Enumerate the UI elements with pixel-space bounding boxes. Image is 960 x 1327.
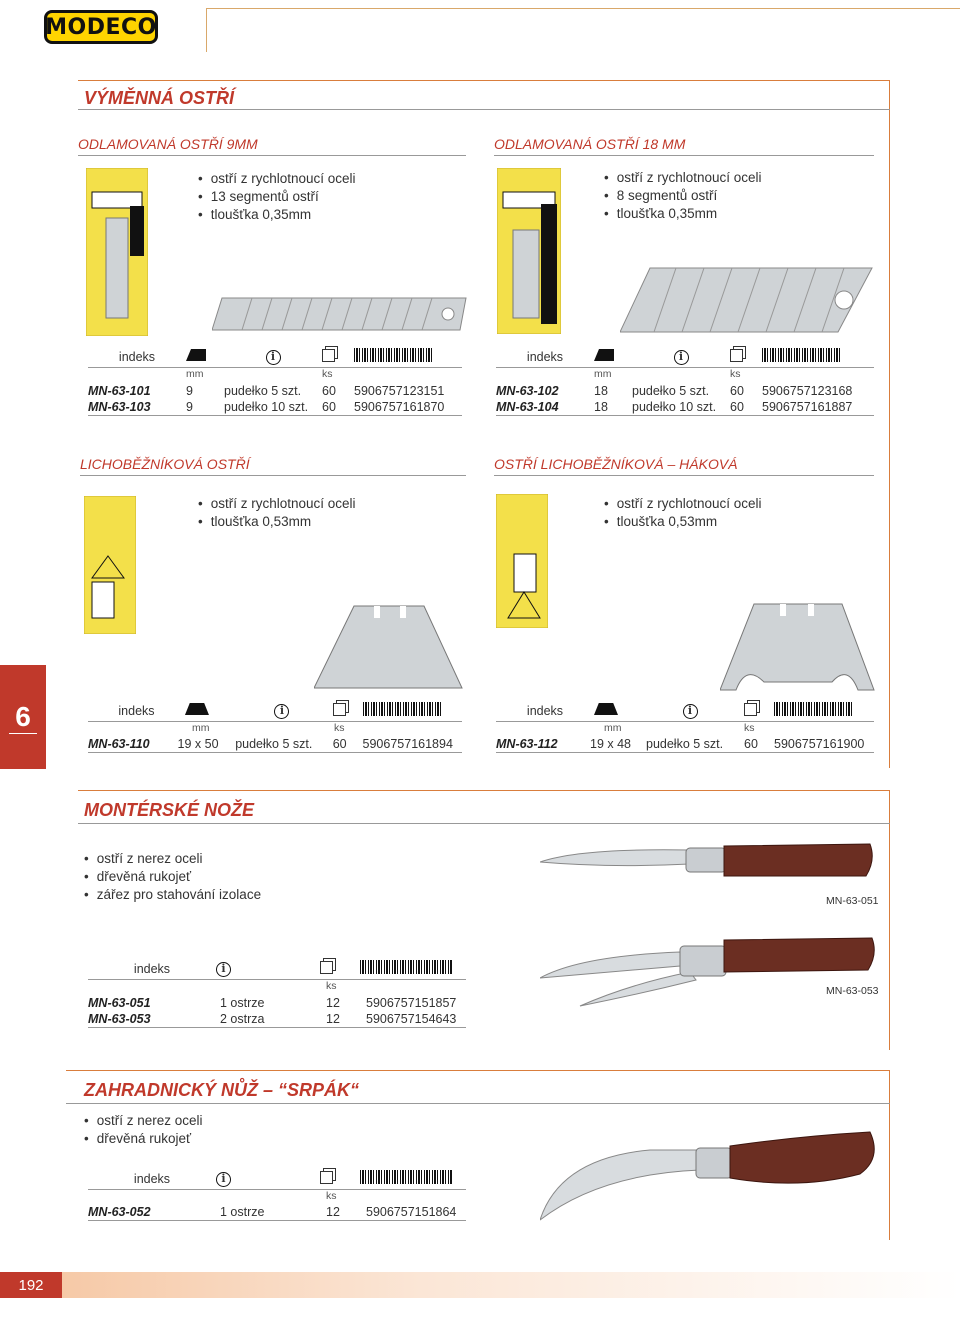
box-icon: [320, 961, 360, 977]
product-table-hook: [496, 700, 874, 753]
cell-blades: 1 ostrze: [220, 1205, 265, 1219]
cell-code: MN-63-103: [88, 400, 151, 414]
bullet-item: • tloušťka 0,53mm: [604, 513, 762, 531]
table-units: [88, 980, 466, 994]
page-number: 192: [0, 1272, 62, 1298]
cell-mm: 18: [594, 383, 608, 398]
cell-ks: 12: [326, 995, 340, 1010]
cell-blades: 2 ostrza: [220, 1012, 265, 1026]
box-icon: [744, 703, 774, 719]
table-units: [496, 722, 874, 736]
cell-ean: 5906757123151: [354, 383, 445, 398]
cell-ks: 60: [322, 400, 336, 414]
cell-code: MN-63-053: [88, 1012, 151, 1026]
section-title-fitter-knives: MONTÉRSKÉ NOŽE: [84, 800, 255, 820]
product-image-18mm-pack: [497, 168, 561, 334]
table-units: [88, 1190, 466, 1204]
table-units: [88, 368, 462, 382]
bullet-item: • tloušťka 0,35mm: [604, 205, 762, 223]
trapezoid-size-icon: [594, 703, 636, 718]
product-image-trapezoid-blade: [314, 604, 464, 690]
cell-ean: 5906757161900: [774, 737, 865, 751]
col-header-indeks: indeks: [118, 349, 156, 364]
bullet-item: • ostří z nerez oceli: [84, 850, 261, 868]
box-icon: [730, 349, 762, 365]
table-header: [88, 700, 462, 722]
product-image-garden-knife: [540, 1128, 880, 1224]
bullet-item: • dřevěná rukojeť: [84, 1130, 203, 1148]
product-table-garden-knife: [88, 1168, 466, 1221]
knife-label-051: MN-63-051: [826, 895, 879, 907]
unit-ks: ks: [322, 368, 333, 380]
table-row: [88, 1011, 466, 1028]
cell-mm: 18: [594, 400, 608, 414]
info-icon: i: [632, 349, 730, 365]
col-header-indeks: indeks: [526, 349, 564, 364]
table-row: [88, 399, 462, 416]
product-image-9mm-blade: [212, 296, 468, 332]
box-icon: [320, 1171, 360, 1187]
cell-ean: 5906757154643: [366, 1012, 457, 1026]
table-header: [496, 700, 874, 722]
product-table-18mm: [496, 346, 874, 416]
cell-code: MN-63-101: [88, 383, 151, 398]
barcode-icon: [354, 348, 454, 365]
unit-ks: ks: [744, 722, 755, 734]
blade-width-icon: [594, 349, 632, 364]
cell-pack: pudełko 5 szt.: [646, 737, 724, 751]
box-icon: [333, 703, 363, 719]
blade-width-icon: [186, 349, 224, 364]
barcode-icon: [363, 702, 462, 719]
product-image-knife-051: [540, 842, 876, 888]
block-title-trapezoid: LICHOBĚŽNÍKOVÁ OSTŘÍ: [80, 456, 466, 476]
brand-logo: MODECO: [44, 10, 158, 44]
cell-pack: pudełko 5 szt.: [235, 737, 313, 751]
unit-ks: ks: [730, 368, 741, 380]
cell-code: MN-63-112: [496, 737, 558, 751]
cell-ean: 5906757151857: [366, 995, 457, 1010]
cell-code: MN-63-110: [88, 737, 150, 751]
bullet-item: • ostří z rychlotnoucí oceli: [604, 169, 762, 187]
cell-ean: 5906757161894: [362, 737, 453, 751]
info-icon: i: [636, 703, 744, 719]
section-title-garden-knife: ZAHRADNICKÝ NŮŽ – “SRPÁK“: [84, 1080, 360, 1100]
cell-mm: 9: [186, 383, 193, 398]
info-icon: i: [216, 961, 320, 977]
bullet-item: • 8 segmentů ostří: [604, 187, 762, 205]
bullet-list-9mm: [198, 170, 356, 224]
table-row: [496, 736, 874, 753]
info-icon: i: [224, 349, 322, 365]
bullet-list-fitter-knives: [84, 850, 261, 904]
cell-ks: 60: [322, 383, 336, 398]
col-header-indeks: indeks: [133, 1171, 171, 1186]
bullet-item: • ostří z rychlotnoucí oceli: [604, 495, 762, 513]
cell-ean: 5906757151864: [366, 1205, 457, 1219]
info-icon: i: [216, 1171, 320, 1187]
cell-ks: 60: [730, 383, 744, 398]
table-header: [88, 1168, 466, 1190]
bullet-list-hook: [604, 495, 762, 531]
cell-mm: 9: [186, 400, 193, 414]
col-header-indeks: indeks: [133, 961, 171, 976]
chapter-tab: [0, 665, 46, 769]
table-header: [88, 958, 466, 980]
product-table-trapezoid: [88, 700, 462, 753]
unit-ks: ks: [326, 1190, 337, 1202]
table-header: [88, 346, 462, 368]
trapezoid-size-icon: [185, 703, 231, 718]
cell-code: MN-63-104: [496, 400, 559, 414]
unit-mm: mm: [594, 368, 612, 380]
barcode-icon: [360, 960, 460, 977]
cell-code: MN-63-052: [88, 1205, 151, 1219]
barcode-icon: [360, 1170, 460, 1187]
block-title-18mm: ODLAMOVANÁ OSTŘÍ 18 MM: [494, 136, 874, 156]
table-row: [88, 994, 466, 1011]
chapter-number: 6: [9, 701, 37, 734]
block-title-hook: OSTŘÍ LICHOBĚŽNÍKOVÁ – HÁKOVÁ: [494, 456, 874, 476]
unit-ks: ks: [326, 980, 337, 992]
knife-label-053: MN-63-053: [826, 985, 879, 997]
barcode-icon: [762, 348, 862, 365]
cell-ks: 60: [332, 737, 347, 751]
product-image-hook-pack: [496, 494, 548, 628]
info-icon: i: [230, 703, 333, 719]
table-units: [88, 722, 462, 736]
barcode-icon: [774, 702, 874, 719]
col-header-indeks: indeks: [526, 703, 564, 718]
cell-ean: 5906757123168: [762, 383, 853, 398]
product-image-18mm-blade: [620, 266, 874, 334]
bullet-item: • 13 segmentů ostří: [198, 188, 356, 206]
cell-code: MN-63-102: [496, 383, 559, 398]
cell-pack: pudełko 10 szt.: [632, 400, 717, 414]
cell-ks: 60: [730, 400, 744, 414]
header-rule: [206, 8, 960, 52]
unit-mm: mm: [192, 722, 210, 734]
footer-gradient-bar: [62, 1272, 960, 1298]
cell-ean: 5906757161887: [762, 400, 853, 414]
cell-pack: pudełko 10 szt.: [224, 400, 309, 414]
table-row: [496, 382, 874, 399]
table-header: [496, 346, 874, 368]
bullet-item: • tloušťka 0,53mm: [198, 513, 356, 531]
col-header-indeks: indeks: [118, 703, 155, 718]
cell-code: MN-63-051: [88, 995, 151, 1010]
table-row: [496, 399, 874, 416]
bullet-item: • dřevěná rukojeť: [84, 868, 261, 886]
bullet-list-18mm: [604, 169, 762, 223]
product-image-knife-053: [540, 936, 878, 1010]
product-image-trapezoid-pack: [84, 496, 136, 634]
table-row: [88, 1204, 466, 1221]
block-title-9mm: ODLAMOVANÁ OSTŘÍ 9MM: [78, 136, 466, 156]
cell-ean: 5906757161870: [354, 400, 445, 414]
bullet-list-trapezoid: [198, 495, 356, 531]
product-image-hook-blade: [720, 602, 876, 692]
unit-mm: mm: [604, 722, 622, 734]
product-table-9mm: [88, 346, 462, 416]
bullet-list-garden-knife: [84, 1112, 203, 1148]
cell-pack: pudełko 5 szt.: [224, 383, 302, 398]
cell-pack: pudełko 5 szt.: [632, 383, 710, 398]
bullet-item: • ostří z rychlotnoucí oceli: [198, 495, 356, 513]
cell-mm: 19 x 48: [590, 737, 632, 751]
unit-ks: ks: [334, 722, 345, 734]
cell-mm: 19 x 50: [177, 737, 219, 751]
bullet-item: • ostří z rychlotnoucí oceli: [198, 170, 356, 188]
table-units: [496, 368, 874, 382]
unit-mm: mm: [186, 368, 204, 380]
cell-blades: 1 ostrze: [220, 995, 265, 1010]
box-icon: [322, 349, 354, 365]
cell-ks: 60: [744, 737, 758, 751]
table-row: [88, 736, 462, 753]
cell-ks: 12: [326, 1012, 340, 1026]
product-table-fitter-knives: [88, 958, 466, 1028]
cell-ks: 12: [326, 1205, 340, 1219]
bullet-item: • zářez pro stahování izolace: [84, 886, 261, 904]
section-title-replacement-blades: VÝMĚNNÁ OSTŘÍ: [84, 88, 235, 108]
bullet-item: • tloušťka 0,35mm: [198, 206, 356, 224]
bullet-item: • ostří z nerez oceli: [84, 1112, 203, 1130]
table-row: [88, 382, 462, 399]
product-image-9mm-pack: [86, 168, 148, 336]
